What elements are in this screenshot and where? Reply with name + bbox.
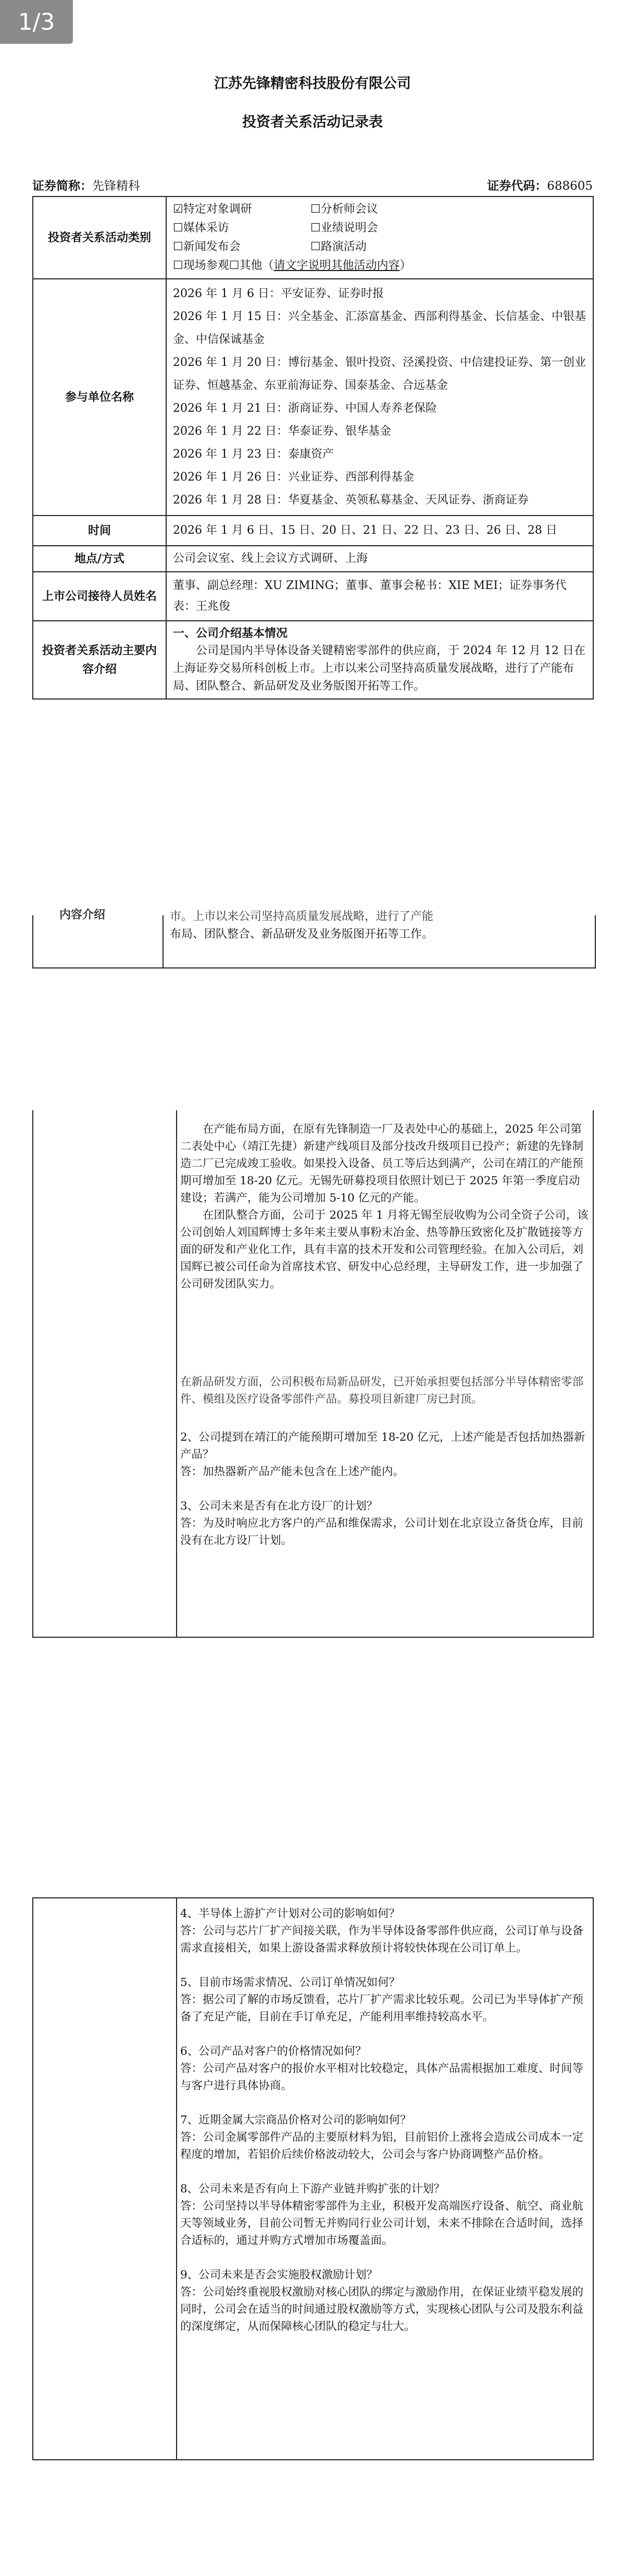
content-label: 投资者关系活动主要内容介绍 xyxy=(33,621,166,699)
question-7: 7、近期金属大宗商品价格对公司的影响如何？ xyxy=(180,2114,411,2127)
security-code: 证券代码：688605 xyxy=(487,179,593,193)
location-value: 公司会议室、线上会议方式调研、上海 xyxy=(166,546,593,572)
question-3: 3、公司未来是否有在北方设厂的计划？ xyxy=(180,1500,378,1513)
row-reception xyxy=(33,572,593,621)
question-2: 2、公司提到在靖江的产能预期可增加至 18-20 亿元，上述产能是否包括加热器新产品？ xyxy=(180,1431,585,1461)
page2-content xyxy=(180,1121,589,1293)
row-category xyxy=(33,197,593,279)
option-earnings-call: ☐业绩说明会 xyxy=(310,222,378,235)
location-label: 地点/方式 xyxy=(33,546,166,572)
participant-line: 2026 年 1 月 20 日：博衍基金、银叶投资、泾溪投资、中信建投证券、第一创业证券、恒越基金、东亚前海证券、国泰基金、合远基金 xyxy=(173,356,586,392)
option-media-interview: ☐媒体采访 xyxy=(173,222,229,235)
fragment-text: 布局、团队整合、新品研发及业务版图开拓等工作。 xyxy=(170,928,434,941)
fragment-text-top: 市。上市以来公司坚持高质量发展战略，进行了产能 xyxy=(170,910,434,923)
row-content xyxy=(33,621,593,699)
participants-list xyxy=(166,279,593,516)
overlap-line: 在新品研发方面，公司积极布局新品研发，已开始承担要包括部分半导体精密零部件、模组及医疗设备零部件产品。募投项目新建厂房已封顶。 xyxy=(180,1376,584,1406)
reception-label: 上市公司接待人员姓名 xyxy=(33,572,166,621)
question-8: 8、公司未来是否有向上下游产业链并购扩张的计划？ xyxy=(180,2182,445,2195)
row-time xyxy=(33,516,593,546)
category-label: 投资者关系活动类别 xyxy=(33,197,166,279)
page3-qa xyxy=(180,1905,589,2335)
page-break-fragment xyxy=(32,908,596,968)
option-other: ☐现场参观☐其他（请文字说明其他活动内容） xyxy=(173,259,411,272)
question-5: 5、目前市场需求情况、公司订单情况如何？ xyxy=(180,1976,401,1989)
row-location xyxy=(33,546,593,572)
team-paragraph: 在团队整合方面，公司于 2025 年 1 月将无锡至辰收购为公司全资子公司，该公司创始人刘国辉博士多年来主要从事粉末冶金、热等静压致密化及扩散链接等方面的研发和产业化工作，具有丰富的技术开发和公司管理经验。在加入公司后，刘国辉已被公司任命为首席技术官、研发中心总经理，主导研发工作，进一步加强了公司研发团队实力。 xyxy=(180,1209,589,1291)
answer-8: 答：公司坚持以半导体精密零部件为主业，积极开发高端医疗设备、航空、商业航天等领域业务，目前公司暂无并购同行业公司计划，未来不排除在合适时间，选择合适标的，通过并购方式增加市场覆盖面。 xyxy=(180,2200,584,2247)
option-analyst-meeting: ☐分析师会议 xyxy=(310,203,378,216)
answer-9: 答：公司始终重视股权激励对核心团队的绑定与激励作用，在保证业绩平稳发展的同时，公司会在适当的时间通过股权激励等方式，实现核心团队与公司及股东利益的深度绑定，从而保障核心团队的稳定与壮大。 xyxy=(180,2286,584,2333)
page-indicator: 1/3 xyxy=(0,0,73,44)
participants-label: 参与单位名称 xyxy=(33,279,166,516)
answer-7: 答：公司金属零部件产品的主要原材料为铝，目前铝价上涨将会造成公司成本一定程度的增加，若铝价后续价格波动较大，公司会与客户协商调整产品价格。 xyxy=(180,2131,584,2161)
participant-line: 2026 年 1 月 23 日：泰康资产 xyxy=(173,448,334,461)
row-participants xyxy=(33,279,593,516)
participant-line: 2026 年 1 月 15 日：兴全基金、汇添富基金、西部利得基金、长信基金、中银基金、中信保诚基金 xyxy=(173,310,586,346)
answer-5: 答：据公司了解的市场反馈看，芯片厂扩产需求比较乐观。公司已为半导体扩产预备了充足产能，目前在手订单充足，产能利用率维持较高水平。 xyxy=(180,1993,584,2023)
page2-qa xyxy=(180,1394,589,1549)
participant-line: 2026 年 1 月 28 日：华夏基金、英领私募基金、天风证券、浙商证券 xyxy=(173,494,529,507)
answer-6: 答：公司产品对客户的报价水平相对比较稳定，具体产品需根据加工难度、时间等与客户进行具体协商。 xyxy=(180,2062,584,2092)
question-4: 4、半导体上游扩产计划对公司的影响如何？ xyxy=(180,1907,401,1920)
time-value: 2026 年 1 月 6 日、15 日、20 日、21 日、22 日、23 日、26 日、28 日 xyxy=(166,516,593,546)
intro-paragraph: 公司是国内半导体设备关键精密零部件的供应商，于 2024 年 12 月 12 日在上海证券交易所科创板上市。上市以来公司坚持高质量发展战略，进行了产能布局、团队整合、新品研发及业务版图开拓等工作。 xyxy=(173,644,585,693)
answer-2: 答：加热器新产品产能未包含在上述产能内。 xyxy=(180,1465,405,1478)
question-6: 6、公司产品对客户的价格情况如何？ xyxy=(180,2045,367,2058)
category-options xyxy=(166,197,593,279)
answer-4: 答：公司与芯片厂扩产间接关联，作为半导体设备零部件供应商，公司订单与设备需求直接相关，如果上游设备需求释放预计将较快体现在公司订单上。 xyxy=(180,1924,584,1955)
answer-3: 答：为及时响应北方客户的产品和维保需求，公司计划在北京设立备货仓库，目前没有在北方设厂计划。 xyxy=(180,1517,584,1547)
intro-heading: 一、公司介绍基本情况 xyxy=(173,627,288,640)
participant-line: 2026 年 1 月 26 日：兴业证券、西部利得基金 xyxy=(173,471,414,484)
record-table xyxy=(32,196,594,700)
participant-line: 2026 年 1 月 6 日：平安证券、证券时报 xyxy=(173,287,384,300)
participant-line: 2026 年 1 月 21 日：浙商证券、中国人寿养老保险 xyxy=(173,402,437,415)
time-label: 时间 xyxy=(33,516,166,546)
security-abbreviation: 证券简称：先锋精科 xyxy=(32,179,140,193)
option-roadshow: ☐路演活动 xyxy=(310,240,367,253)
participant-line: 2026 年 1 月 22 日：华泰证券、银华基金 xyxy=(173,425,391,438)
company-name: 江苏先锋精密科技股份有限公司 xyxy=(214,76,411,92)
reception-value: 董事、副总经理：XU ZIMING；董事、董事会秘书：XIE MEI；证券事务代表：王兆俊 xyxy=(166,572,593,621)
option-specific-research: ☑特定对象调研 xyxy=(173,203,252,216)
question-9: 9、公司未来是否会实施股权激励计划？ xyxy=(180,2268,378,2281)
form-title: 投资者关系活动记录表 xyxy=(242,114,383,130)
option-press-conference: ☐新闻发布会 xyxy=(173,240,241,253)
content-intro xyxy=(166,621,593,699)
fragment-label: 内容介绍 xyxy=(59,908,106,922)
capacity-paragraph: 在产能布局方面，在原有先锋制造一厂及表处中心的基础上，2025 年公司第二表处中心（靖江先捷）新建产线项目及部分技改升级项目已投产；新建的先锋制造二厂已完成竣工验收。如果投入设备、员工等后达到满产，公司在靖江的产能预期可增加至 18-20 亿元。无锡先研募投项目依照计划已于 2025 年第一季度启动建设；若满产，能为公司增加 5-10 亿元的产能。 xyxy=(180,1123,584,1205)
